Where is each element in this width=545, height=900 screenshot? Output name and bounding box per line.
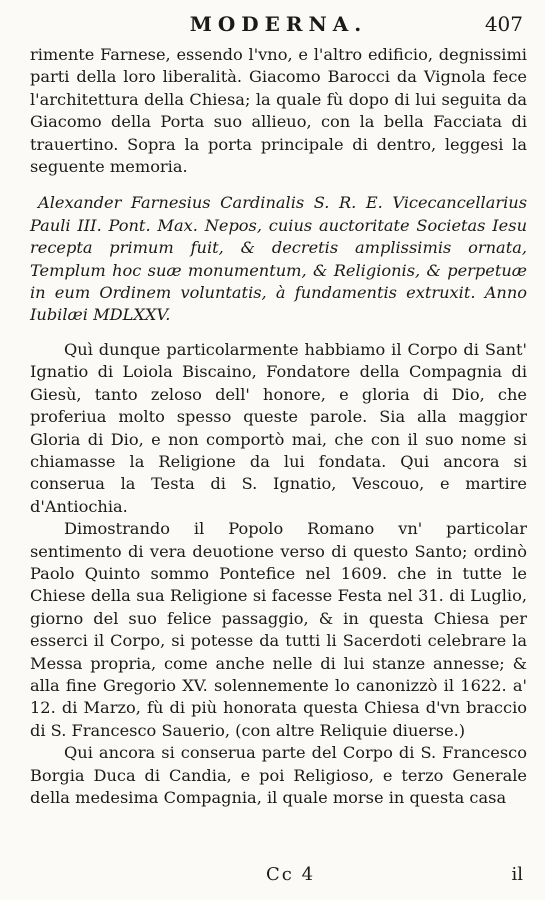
page-number: 407 xyxy=(484,12,523,36)
paragraph-3: Dimostrando il Popolo Romano vn' particolar sentimento di vera deuotione verso di questo Santo; ordinò Paolo Quinto sommo Pontefice nel 1609. che in tutte le Chiese della sua Religione si facesse Festa nel 31. di Luglio, giorno del suo felice passaggio, & in questa Chiesa per esserci il Corpo, si potesse da tutti li Sacerdoti celebrare la Messa propria, come anche nelle di lui stanze annesse; & alla fine Gregorio XV. solennemente lo canonizzò il 1622. a' 12. di Marzo, fù di più honorata questa Chiesa d'vn braccio di S. Francesco Sauerio, (con altre Reliquie diuerse.) xyxy=(30,519,527,740)
running-head: MODERNA. xyxy=(189,12,368,36)
latin-inscription: Alexander Farnesius Cardinalis S. R. E. Vicecancellarius Pauli III. Pont. Max. Nepos, cuius auctoritate Societas Iesu recepta primum fuit, & decretis amplissimis ornata, Templum hoc suæ monumentum, & Religionis, & perpetuæ in eum Ordinem voluntatis, à fundamentis extruxit. Anno Iubilæi MDLXXV. xyxy=(30,193,527,325)
catchword: il xyxy=(511,864,523,885)
page-header xyxy=(30,12,527,42)
paragraph-4: Qui ancora si conserua parte del Corpo di S. Francesco Borgia Duca di Candia, e poi Religioso, e terzo Generale della medesima Compagnia, il quale morse in questa casa xyxy=(30,743,527,807)
signature-mark: Cc 4 xyxy=(266,864,316,885)
paragraph-1: rimente Farnese, essendo l'vno, e l'altro edificio, degnissimi parti della loro liberalità. Giacomo Barocci da Vignola fece l'architettura della Chiesa; la quale fù dopo di lui seguita da Giacomo della Porta suo allieuo, con la bella Facciata di trauertino. Sopra la porta principale di dentro, leggesi la seguente memoria. xyxy=(30,45,527,177)
page-footer xyxy=(30,864,527,888)
paragraph-2: Quì dunque particolarmente habbiamo il Corpo di Sant' Ignatio di Loiola Biscaino, Fondatore della Compagnia di Giesù, tanto zeloso dell' honore, e gloria di Dio, che proferiua molto spesso queste parole. Sia alla maggior Gloria di Dio, e non comportò mai, che con il suo nome si chiamasse la Religione da lui fondata. Qui ancora si conserua la Testa di S. Ignatio, Vescouo, e martire d'Antiochia. xyxy=(30,339,527,516)
